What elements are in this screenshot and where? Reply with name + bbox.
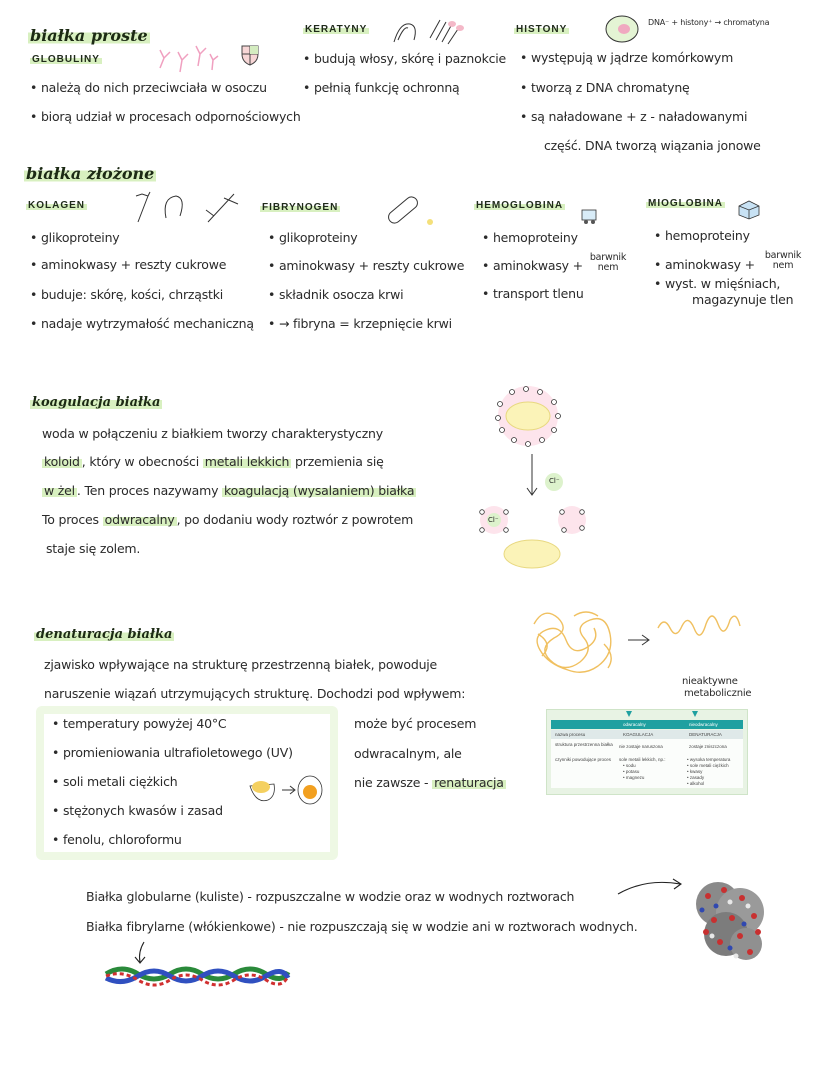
complex-proteins-title: białka złożone: [26, 164, 155, 183]
keratyny-bullet-1: • budują włosy, skórę i paznokcie: [303, 51, 507, 66]
koagulacja-line-2: koloid , który w obecności metali lekkich przemienia się: [44, 454, 384, 469]
histony-bullet-4: część. DNA tworzą wiązania jonowe: [544, 138, 761, 153]
simple-proteins-title: białka proste: [30, 26, 148, 45]
hemoglobina-note: barwnik nem: [589, 252, 627, 273]
table-factors-k3: • magnezu: [623, 775, 645, 780]
kolagen-bullet-2: • aminokwasy + reszty cukrowe: [30, 257, 227, 272]
table-structure-k: nie zostaje naruszona: [619, 744, 663, 749]
koagulacja-line-1: woda w połączeniu z białkiem tworzy charakterystyczny: [42, 426, 383, 441]
hemoglobina-bullet-3: • transport tlenu: [482, 286, 584, 301]
globuliny-heading: GLOBULINY: [32, 54, 100, 65]
antibody-icon: [150, 38, 220, 78]
factor-heavy-metals: • soli metali ciężkich: [52, 774, 178, 789]
fibrous-protein-image: [102, 960, 292, 990]
table-factors-d3: • kwasy: [687, 769, 703, 774]
protein-water-shell: [496, 386, 561, 447]
bandage-icon: [380, 192, 440, 232]
denaturacja-title: denaturacja białka: [36, 627, 173, 642]
fibrynogen-heading: FIBRYNOGEN: [262, 202, 339, 213]
koagulacja-line-4: To proces odwracalny , po dodaniu wody roztwór z powrotem: [42, 512, 414, 527]
kolagen-bullet-4: • nadaje wytrzymałość mechaniczną: [30, 316, 254, 331]
arrow-to-globular-icon: [616, 874, 686, 898]
table-factors-k: sole metali lekkich, np.:: [619, 757, 666, 762]
comparison-table: [546, 709, 748, 795]
keratyny-heading: KERATYNY: [305, 24, 368, 35]
table-denaturacja: DENATURACJA: [689, 732, 722, 737]
table-factors-k1: • sodu: [623, 763, 636, 768]
mioglobina-heading: MIOGLOBINA: [648, 198, 723, 209]
histony-heading: HISTONY: [516, 24, 568, 35]
reversibility-line-1: może być procesem: [354, 716, 477, 731]
factor-temperature: • temperatury powyżej 40°C: [52, 716, 227, 731]
globuliny-bullet-1: • należą do nich przeciwciała w osoczu: [30, 80, 267, 95]
kolagen-bullet-1: • glikoproteiny: [30, 230, 120, 245]
table-factors-d2: • sole metali ciężkich: [687, 763, 729, 768]
chloride-ion-label-1: Cl⁻: [549, 477, 560, 485]
koagulacja-line-3: w żel . Ten proces nazywamy koagulacją (wysalaniem) białka: [44, 483, 415, 498]
factor-uv: • promieniowania ultrafioletowego (UV): [52, 745, 293, 760]
factor-acids: • stężonych kwasów i zasad: [52, 803, 223, 818]
factor-phenol: • fenolu, chloroformu: [52, 832, 182, 847]
histony-bullet-1: • występują w jądrze komórkowym: [520, 50, 734, 65]
histony-note: DNA⁻ + histony⁺ → chromatyna: [648, 18, 770, 27]
blood-cell-icon: [578, 206, 600, 226]
hemoglobina-bullet-2: • aminokwasy +: [482, 258, 583, 273]
fibrous-proteins-line: Białka fibrylarne (włókienkowe) - nie rozpuszczają się w wodzie ani w roztworach wodnych.: [86, 919, 638, 934]
table-col-irreversible: nieodwracalny: [689, 722, 718, 727]
reversibility-line-3: nie zawsze - renaturacja: [354, 775, 504, 790]
denaturacja-line-1: zjawisko wpływające na strukturę przestrzenną białek, powoduje: [44, 657, 438, 672]
fibrynogen-bullet-1: • glikoproteiny: [268, 230, 358, 245]
fibrynogen-bullet-2: • aminokwasy + reszty cukrowe: [268, 258, 465, 273]
reversibility-line-2: odwracalnym, ale: [354, 746, 462, 761]
mioglobina-bullet-4: magazynuje tlen: [692, 292, 794, 307]
chloride-ion-label-2: Cl⁻: [488, 516, 499, 524]
keratyny-bullet-2: • pełnią funkcję ochronną: [303, 80, 460, 95]
globuliny-bullet-2: • biorą udział w procesach odpornościowych: [30, 109, 301, 124]
mioglobina-bullet-3: • wyst. w mięśniach,: [654, 276, 781, 291]
inactive-label-2: metabolicznie: [684, 688, 752, 699]
shield-icon: [240, 44, 260, 66]
fibrynogen-bullet-4: • → fibryna = krzepnięcie krwi: [268, 316, 452, 331]
table-factors-d4: • zasady: [687, 775, 705, 780]
table-row-process-name: nazwa procesu: [555, 732, 586, 737]
hair-nails-icon: [390, 14, 470, 46]
mioglobina-bullet-2: • aminokwasy +: [654, 257, 755, 272]
hemoglobina-heading: HEMOGLOBINA: [476, 200, 564, 211]
koagulacja-line-5: staje się zolem.: [46, 541, 141, 556]
table-koagulacja: KOAGULACJA: [623, 732, 654, 737]
denaturacja-line-2: naruszenie wiązań utrzymujących strukturę. Dochodzi pod wpływem:: [44, 686, 466, 701]
fibrynogen-bullet-3: • składnik osocza krwi: [268, 287, 404, 302]
table-structure-d: zostaje zniszczona: [689, 744, 727, 749]
inactive-label-1: nieaktywne: [682, 676, 738, 687]
table-row-factors: czynniki powodujące proces: [555, 757, 612, 762]
bone-skin-icon: [128, 188, 248, 228]
globular-proteins-line: Białka globularne (kuliste) - rozpuszczalne w wodzie oraz w wodnych roztworach: [86, 889, 575, 904]
table-factors-d5: • alkohol: [687, 781, 705, 786]
table-col-reversible: odwracalny: [623, 722, 646, 727]
protein-box-icon: [736, 198, 762, 220]
table-factors-d1: • wysoka temperatura: [687, 757, 731, 762]
table-factors-k2: • potasu: [623, 769, 640, 774]
kolagen-heading: KOLAGEN: [28, 200, 85, 211]
globular-protein-image: [684, 876, 774, 968]
mioglobina-bullet-1: • hemoproteiny: [654, 228, 750, 243]
histony-bullet-3: • są naładowane + z - naładowanymi: [520, 109, 748, 124]
coagulation-diagram: [470, 384, 610, 574]
kolagen-bullet-3: • buduje: skórę, kości, chrząstki: [30, 287, 224, 302]
koagulacja-title: koagulacja białka: [32, 395, 161, 410]
table-row-structure: struktura przestrzenna białka: [555, 742, 613, 747]
hemoglobina-bullet-1: • hemoproteiny: [482, 230, 578, 245]
mioglobina-note: barwnik nem: [764, 250, 802, 271]
cell-nucleus-icon: [604, 14, 640, 44]
egg-icon: [246, 772, 326, 806]
histony-bullet-2: • tworzą z DNA chromatynę: [520, 80, 690, 95]
